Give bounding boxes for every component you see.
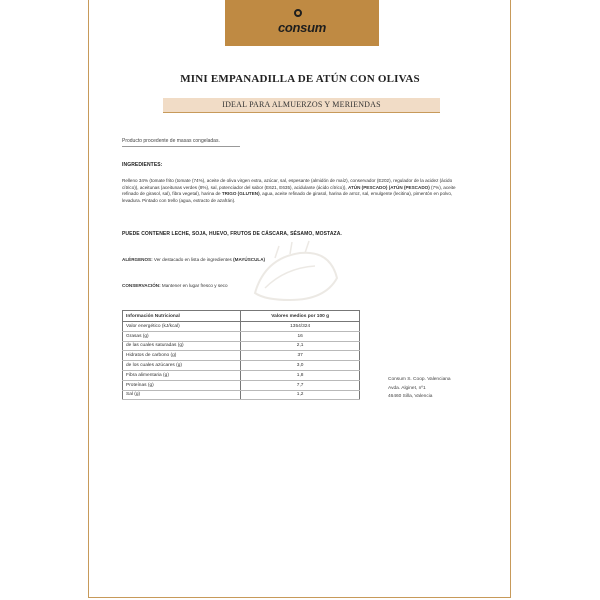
storage-line (122, 283, 228, 288)
allergens-text: Ver destacado en lista de ingredientes (152, 257, 234, 262)
allergens-label: ALÉRGENOS: (122, 257, 153, 262)
nutrient-value: 1354/324 (241, 322, 360, 332)
nutrient-value: 37 (241, 351, 360, 361)
product-title: MINI EMPANADILLA DE ATÚN CON OLIVAS (180, 73, 420, 85)
address-line: Consum S. Coop. Valenciana (388, 377, 451, 382)
address-line: Avda. Alginet, nº1 (388, 385, 426, 391)
nutrition-header-value: Valores medios por 100 g (241, 311, 360, 322)
brand-logo (278, 12, 326, 35)
table-row (123, 361, 360, 371)
table-row (123, 341, 360, 351)
may-contain-warning: PUEDE CONTENER LECHE, SOJA, HUEVO, FRUTOS DE CÁSCARA, SÉSAMO, MOSTAZA. (122, 231, 342, 237)
nutrient-name: Proteínas (g) (123, 380, 241, 390)
storage-label: CONSERVACIÓN: (122, 283, 161, 288)
table-row (123, 370, 360, 380)
ingredients-heading: INGREDIENTES: (122, 162, 163, 168)
brand-name: consum (277, 19, 327, 35)
ingredients-part: Relleno 34% (tomate frito (tomate (74%), aceite de oliva virgen extra, azúcar, sal, espesante (almidón de maíz), conservador (E202), regulador de la acidez (ácido cítrico)), aceitunas (aceitunas verdes (8%), sal, potenciador del sabor (E621, E635), acidulante (ácido cítrico)), (122, 178, 453, 190)
nutrient-value: 1,8 (241, 370, 360, 380)
nutrition-header-row (123, 311, 360, 322)
product-tagline: IDEAL PARA ALMUERZOS Y MERIENDAS (163, 98, 440, 113)
nutrient-name: Hidratos de carbono (g) (123, 351, 241, 361)
nutrient-value: 2,1 (241, 341, 360, 351)
nutrition-table (122, 310, 360, 400)
nutrient-value: 3,0 (241, 361, 360, 371)
ingredients-text (122, 178, 462, 204)
product-note: Producto procedente de masas congeladas. (122, 138, 220, 144)
table-row (123, 331, 360, 341)
nutrient-name: Valor energético (kJ/kcal) (123, 322, 241, 332)
ingredients-allergen: TRIGO (GLUTEN) (221, 191, 260, 197)
ingredients-part: (7%), aceite refinado de girasol, sal), fibra vegetal), harina de (122, 184, 456, 197)
nutrient-name: de los cuales azúcares (g) (123, 361, 241, 371)
ingredients-part: , agua, aceite refinado de girasol, harina de arroz, sal, emulgente (lecitina), pimentón en polvo, levadura. Pintado con trello (agua, extracto de azafrán). (122, 191, 453, 203)
company-address (388, 376, 451, 402)
allergens-emphasis: (MAYÚSCULA) (233, 257, 266, 262)
nutrient-value: 1,2 (241, 390, 360, 400)
nutrient-name: Sal (g) (123, 390, 241, 400)
ingredients-allergen: (ATÚN (PESCADO) (388, 184, 430, 190)
address-line: 46460 Silla, Valencia (388, 394, 433, 399)
nutrient-name: Grasas (g) (123, 331, 241, 341)
nutrient-value: 16 (241, 331, 360, 341)
table-row (123, 351, 360, 361)
table-row (123, 380, 360, 390)
nutrient-name: de las cuales saturadas (g) (123, 341, 241, 351)
table-row (123, 322, 360, 332)
consum-logo-icon (293, 9, 303, 23)
nutrition-header-label: Información Nutricional (123, 311, 241, 322)
empanadilla-watermark-icon (245, 238, 345, 308)
brand-header (225, 0, 379, 46)
ingredients-allergen: ATÚN (PESCADO) (347, 184, 388, 190)
allergens-line (122, 257, 265, 262)
nutrient-name: Fibra alimentaria (g) (123, 370, 241, 380)
nutrient-value: 7,7 (241, 380, 360, 390)
table-row (123, 390, 360, 400)
storage-text: Mantener en lugar fresco y seco (160, 283, 228, 288)
divider (122, 146, 240, 147)
